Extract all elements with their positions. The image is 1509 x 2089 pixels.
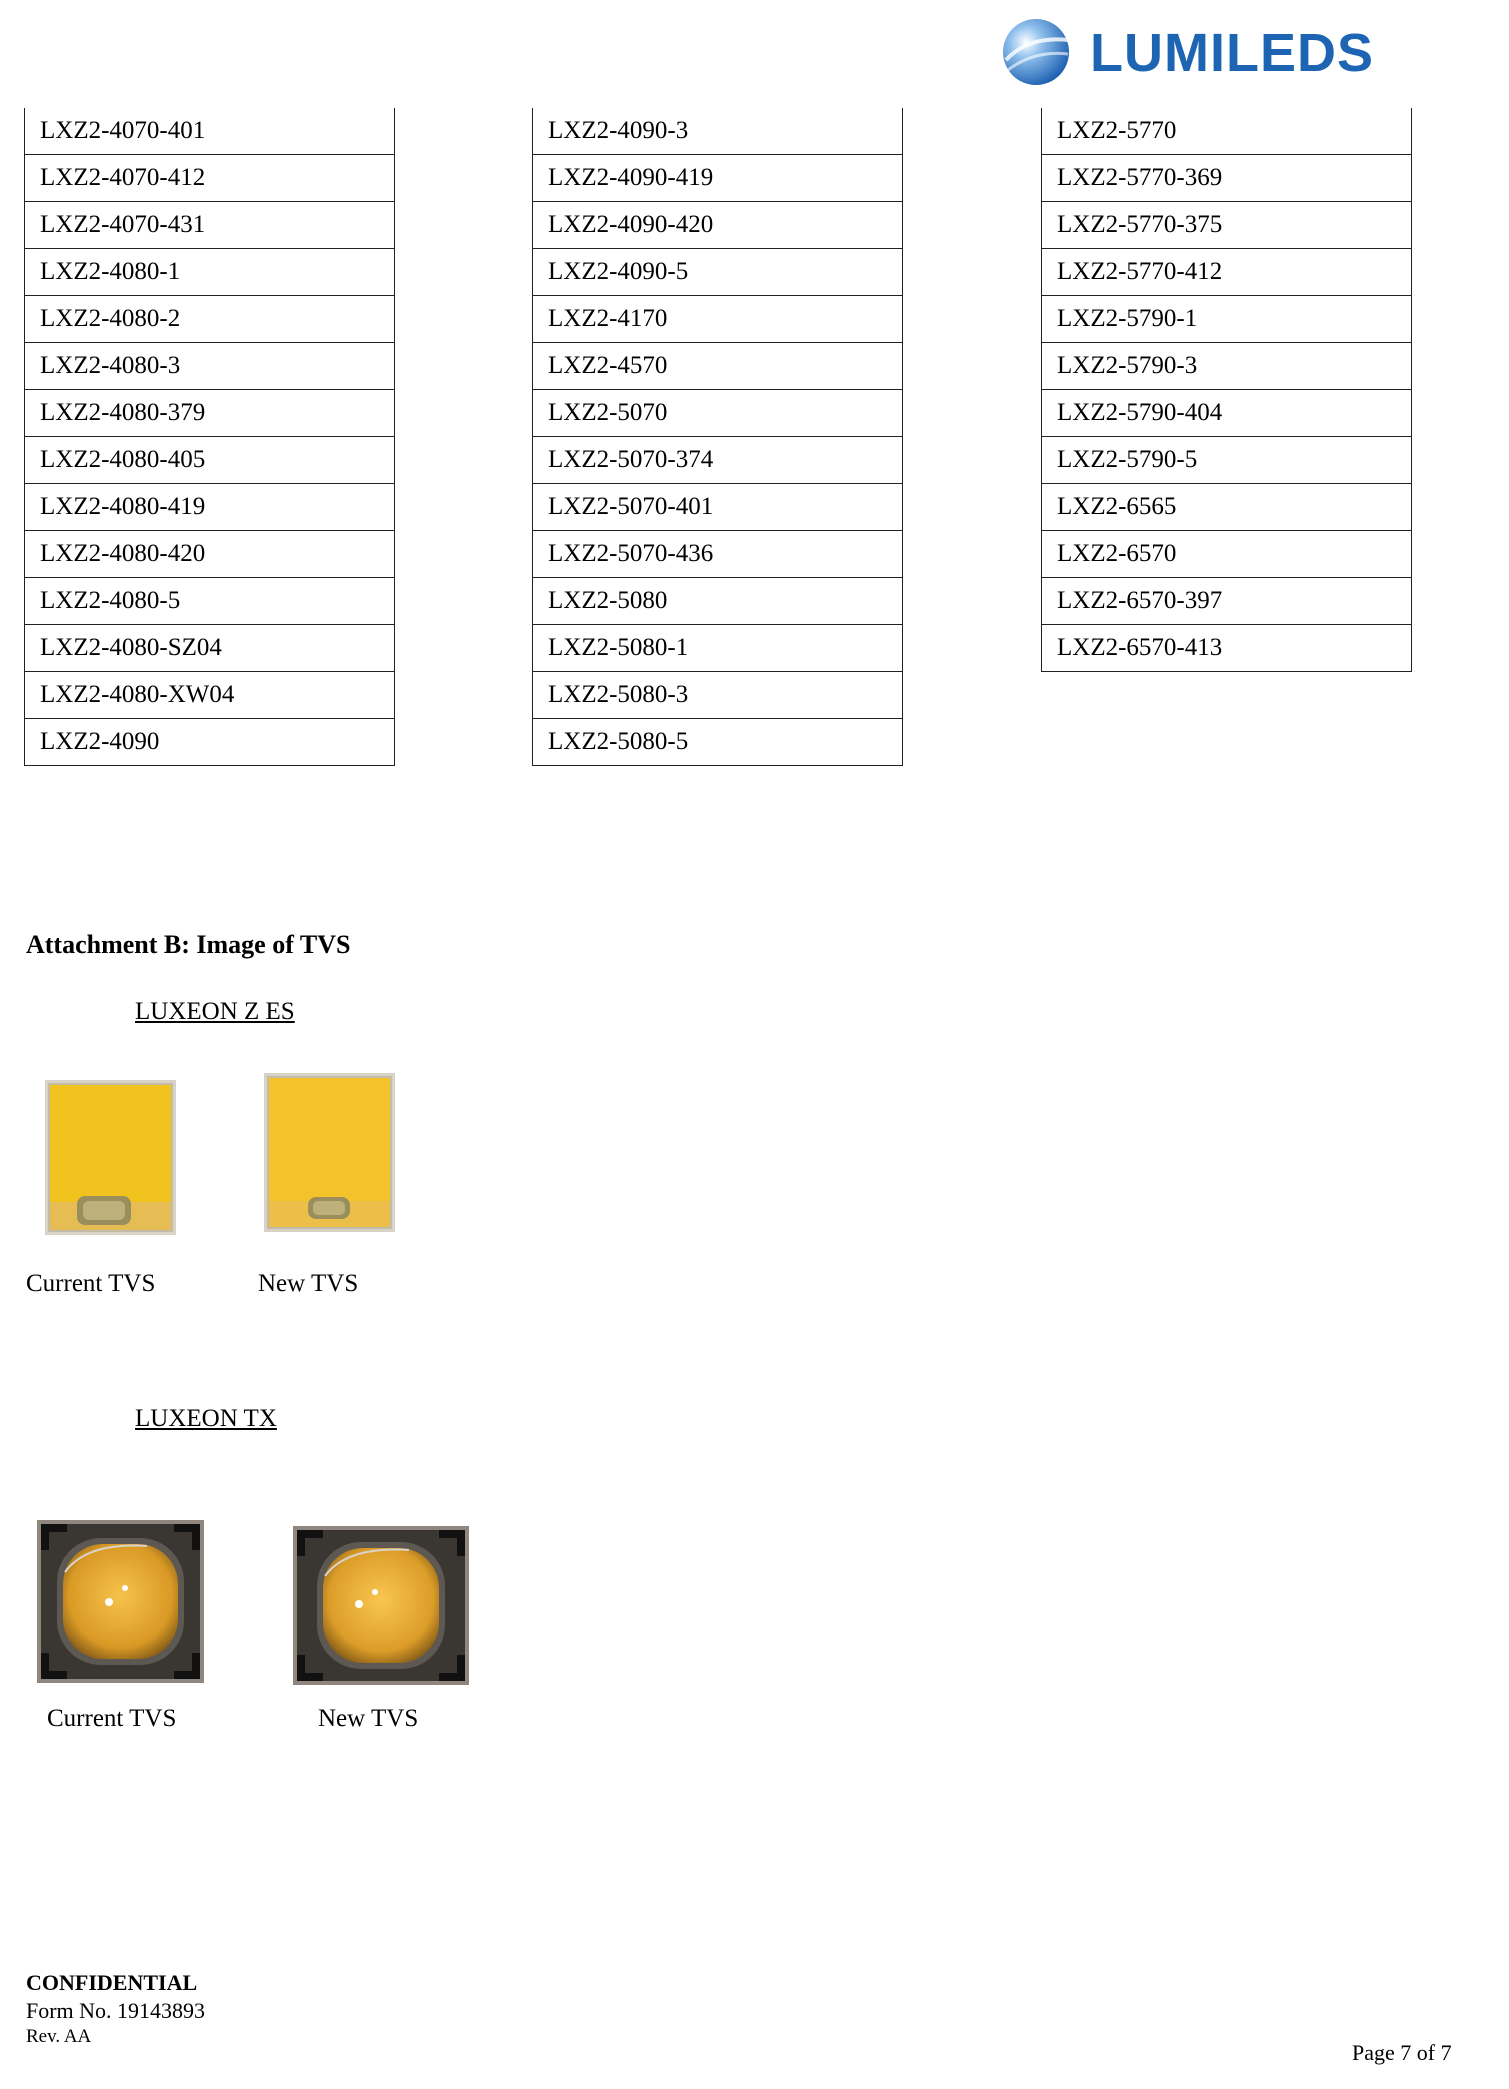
form-number: Form No. 19143893	[26, 1998, 206, 2023]
part-number-cell: LXZ2-4080-3	[25, 343, 395, 390]
part-number-cell: LXZ2-4070-412	[25, 155, 395, 202]
new-tvs-caption-2: New TVS	[318, 1705, 419, 1732]
part-number-cell: LXZ2-6570	[1042, 531, 1412, 578]
table-row	[1042, 390, 1412, 437]
part-number-table-3	[1041, 108, 1412, 672]
lumileds-logo-icon	[998, 16, 1078, 88]
table-row	[25, 625, 395, 672]
table-row	[533, 249, 903, 296]
table-row	[1042, 108, 1412, 155]
part-number-cell: LXZ2-5770	[1042, 108, 1412, 155]
table-row	[533, 437, 903, 484]
table-row	[1042, 296, 1412, 343]
part-number-cell: LXZ2-6570-413	[1042, 625, 1412, 672]
part-number-cell: LXZ2-4080-405	[25, 437, 395, 484]
revision: Rev. AA	[26, 2026, 92, 2047]
table-row	[533, 390, 903, 437]
table-row	[25, 719, 395, 766]
current-tvs-z-es-image	[45, 1080, 176, 1235]
table-row	[533, 672, 903, 719]
part-number-cell: LXZ2-4080-420	[25, 531, 395, 578]
table-row	[25, 249, 395, 296]
part-number-cell: LXZ2-5770-412	[1042, 249, 1412, 296]
table-row	[25, 202, 395, 249]
table-row	[533, 625, 903, 672]
part-number-cell: LXZ2-5790-3	[1042, 343, 1412, 390]
lumileds-logo	[998, 16, 1418, 88]
part-number-cell: LXZ2-4570	[533, 343, 903, 390]
table-row	[1042, 531, 1412, 578]
part-number-cell: LXZ2-4090-419	[533, 155, 903, 202]
table-row	[533, 202, 903, 249]
confidential-label: CONFIDENTIAL	[26, 1970, 198, 1995]
part-number-cell: LXZ2-4090-3	[533, 108, 903, 155]
table-row	[25, 155, 395, 202]
part-number-cell: LXZ2-5770-369	[1042, 155, 1412, 202]
part-number-cell: LXZ2-5080-1	[533, 625, 903, 672]
new-tvs-tx-image	[293, 1526, 469, 1685]
table-row	[25, 531, 395, 578]
page-number: Page 7 of 7	[1352, 2040, 1452, 2065]
part-number-cell: LXZ2-5080-3	[533, 672, 903, 719]
part-number-cell: LXZ2-4080-1	[25, 249, 395, 296]
brand-name: LUMILEDS	[1090, 23, 1374, 83]
luxeon-z-es-title: LUXEON Z ES	[135, 998, 295, 1025]
table-row	[1042, 249, 1412, 296]
table-row	[533, 719, 903, 766]
current-tvs-caption-1: Current TVS	[26, 1270, 156, 1297]
part-number-cell: LXZ2-5790-5	[1042, 437, 1412, 484]
part-number-cell: LXZ2-4090	[25, 719, 395, 766]
part-number-cell: LXZ2-5070-401	[533, 484, 903, 531]
table-row	[1042, 202, 1412, 249]
part-number-cell: LXZ2-4070-401	[25, 108, 395, 155]
table-row	[533, 155, 903, 202]
part-number-cell: LXZ2-5790-1	[1042, 296, 1412, 343]
table-row	[25, 108, 395, 155]
table-row	[533, 578, 903, 625]
part-number-cell: LXZ2-5770-375	[1042, 202, 1412, 249]
part-number-cell: LXZ2-4170	[533, 296, 903, 343]
part-number-cell: LXZ2-5070-374	[533, 437, 903, 484]
table-row	[25, 578, 395, 625]
table-row	[533, 343, 903, 390]
table-row	[1042, 155, 1412, 202]
table-row	[1042, 343, 1412, 390]
part-number-cell: LXZ2-5080	[533, 578, 903, 625]
table-row	[1042, 437, 1412, 484]
table-row	[1042, 625, 1412, 672]
part-number-cell: LXZ2-4080-5	[25, 578, 395, 625]
current-tvs-caption-2: Current TVS	[47, 1705, 177, 1732]
part-number-cell: LXZ2-4080-XW04	[25, 672, 395, 719]
luxeon-tx-title: LUXEON TX	[135, 1405, 277, 1432]
part-number-cell: LXZ2-4080-379	[25, 390, 395, 437]
part-number-cell: LXZ2-4080-419	[25, 484, 395, 531]
table-row	[25, 390, 395, 437]
new-tvs-z-es-image	[264, 1073, 395, 1232]
part-number-cell: LXZ2-6565	[1042, 484, 1412, 531]
part-number-cell: LXZ2-5080-5	[533, 719, 903, 766]
table-row	[533, 531, 903, 578]
part-number-cell: LXZ2-5790-404	[1042, 390, 1412, 437]
part-number-table-1	[24, 108, 395, 766]
part-number-cell: LXZ2-5070	[533, 390, 903, 437]
table-row	[533, 108, 903, 155]
table-row	[25, 672, 395, 719]
table-row	[25, 484, 395, 531]
part-number-cell: LXZ2-4070-431	[25, 202, 395, 249]
table-row	[1042, 578, 1412, 625]
table-row	[25, 296, 395, 343]
part-number-cell: LXZ2-4080-2	[25, 296, 395, 343]
attachment-heading: Attachment B: Image of TVS	[26, 930, 351, 959]
part-number-cell: LXZ2-5070-436	[533, 531, 903, 578]
part-number-cell: LXZ2-4090-420	[533, 202, 903, 249]
part-number-table-2	[532, 108, 903, 766]
table-row	[25, 343, 395, 390]
part-number-cell: LXZ2-6570-397	[1042, 578, 1412, 625]
part-number-cell: LXZ2-4090-5	[533, 249, 903, 296]
table-row	[533, 484, 903, 531]
new-tvs-caption-1: New TVS	[258, 1270, 359, 1297]
part-number-cell: LXZ2-4080-SZ04	[25, 625, 395, 672]
table-row	[533, 296, 903, 343]
table-row	[1042, 484, 1412, 531]
current-tvs-tx-image	[37, 1520, 204, 1683]
table-row	[25, 437, 395, 484]
